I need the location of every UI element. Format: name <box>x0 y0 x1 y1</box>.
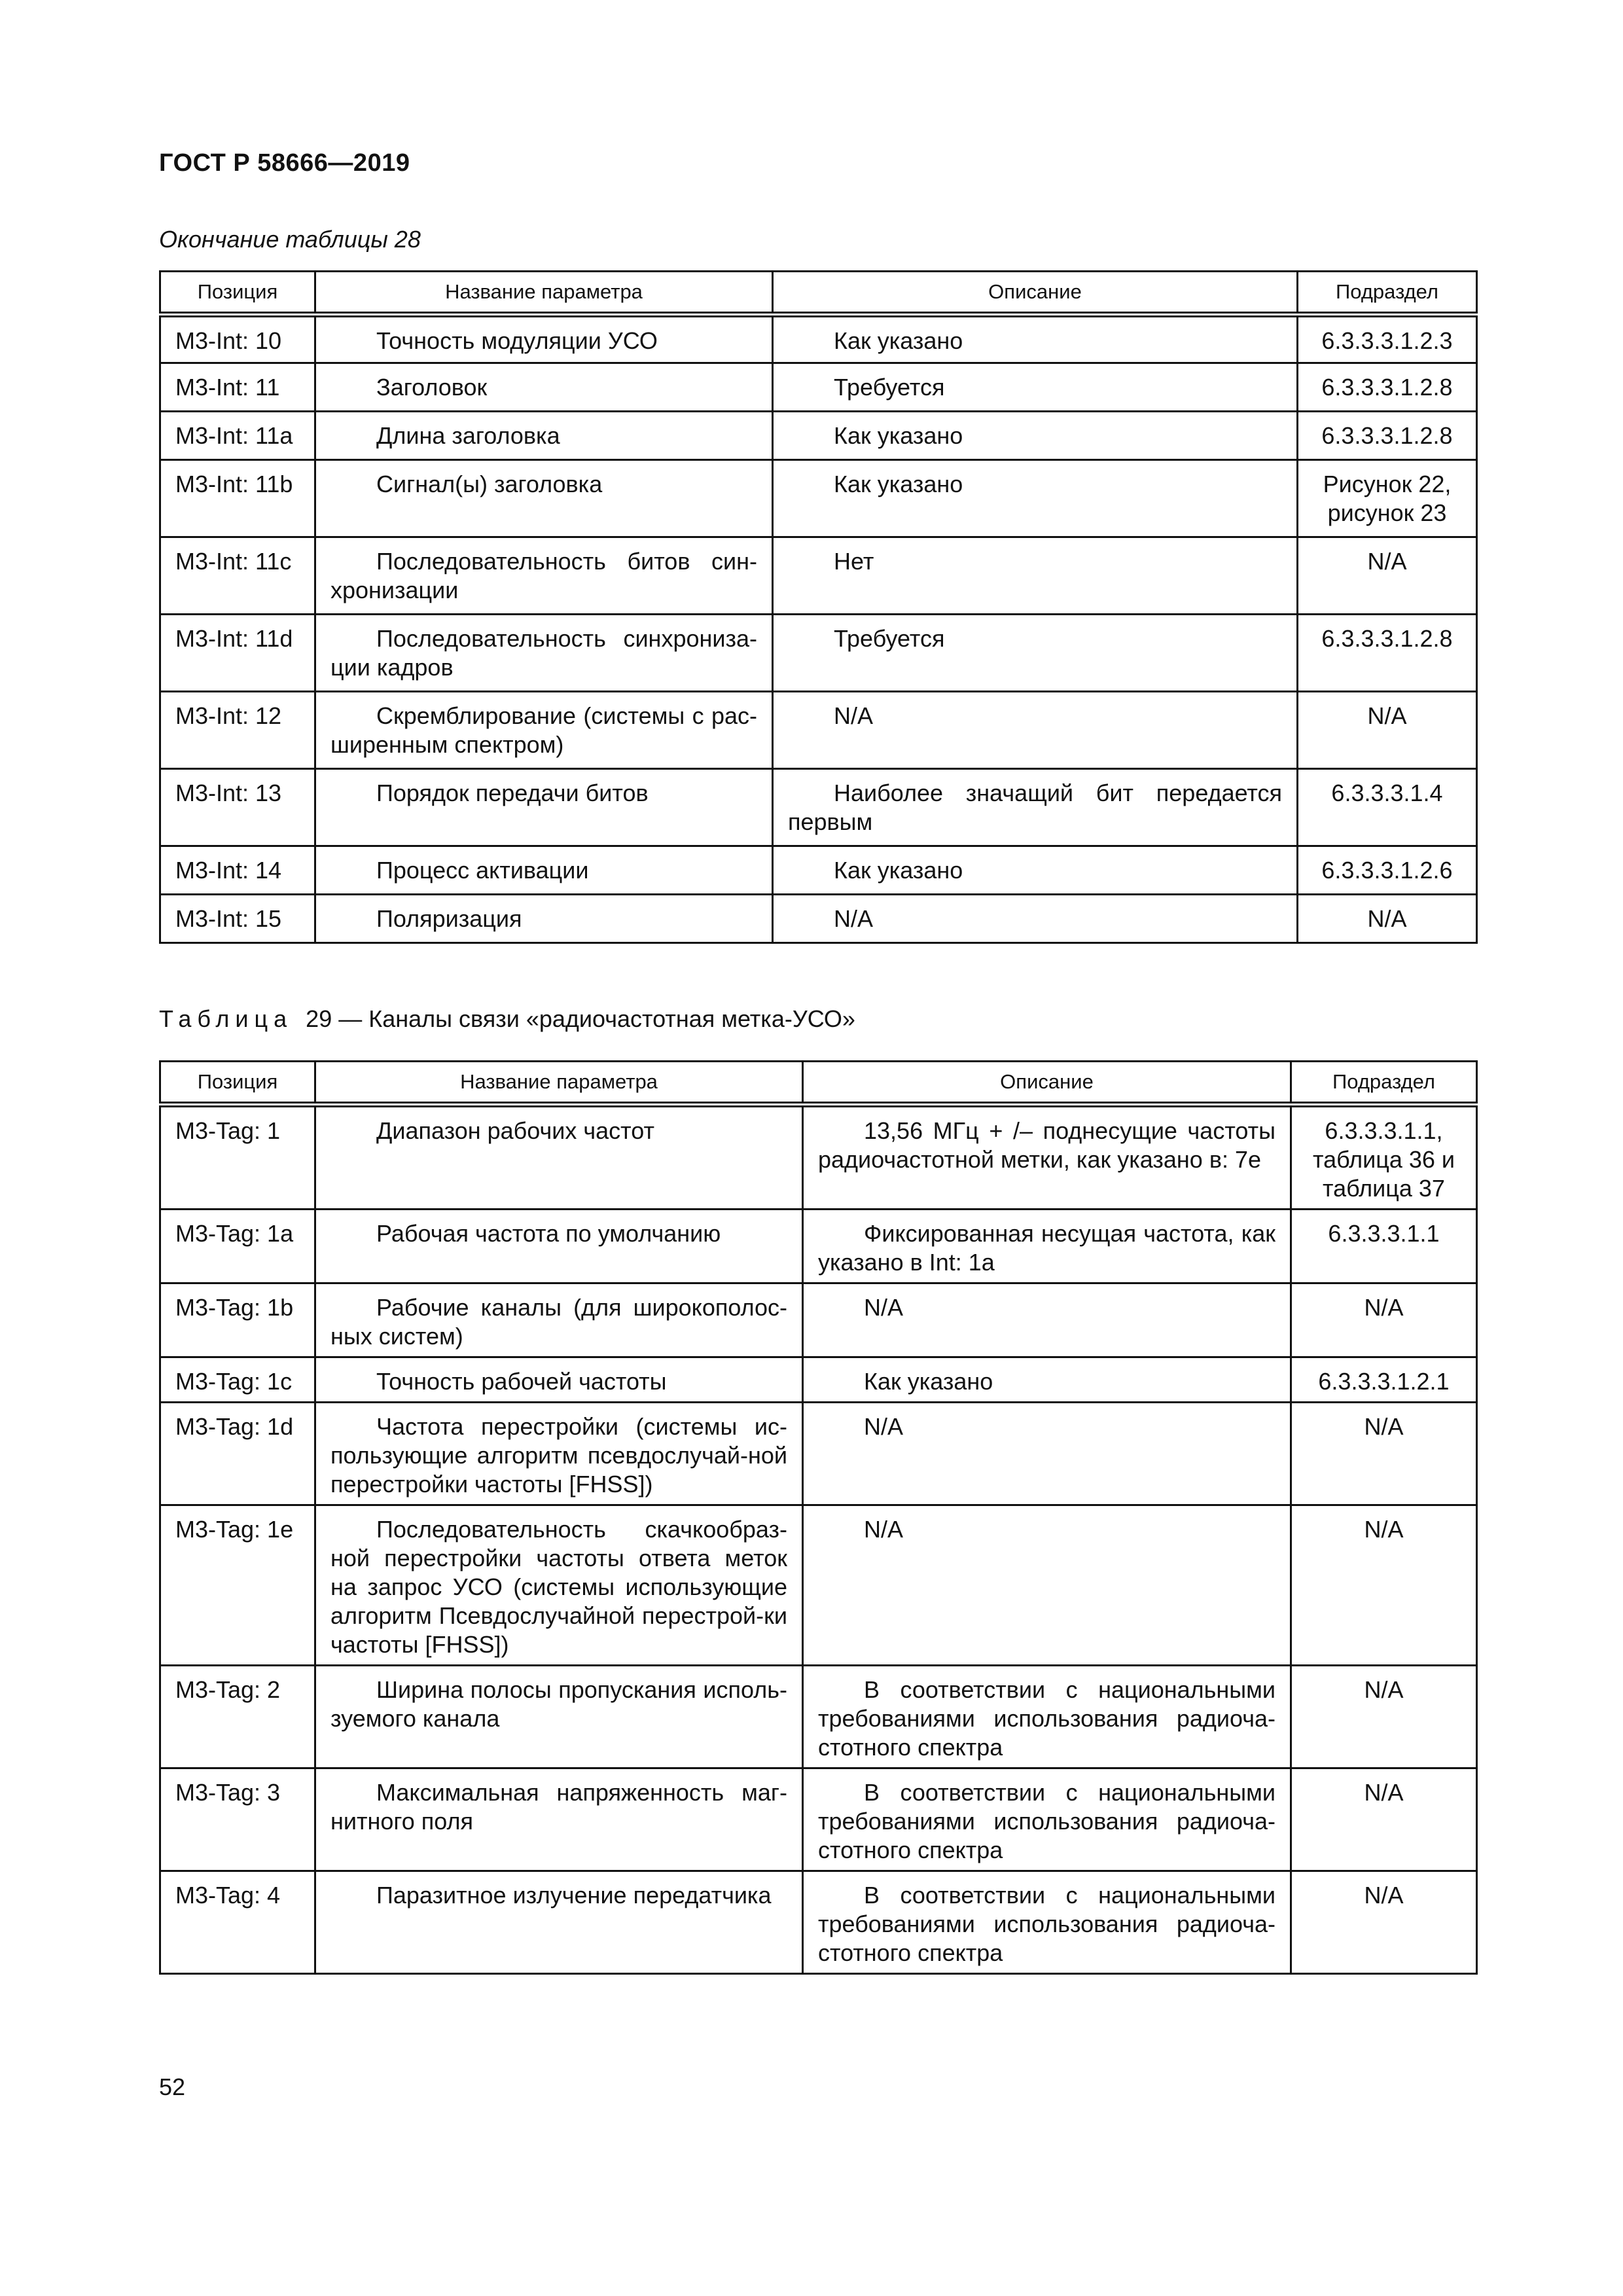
cell-position: M3-Int: 11c <box>160 537 315 615</box>
cell-description: Как указано <box>773 315 1298 363</box>
cell-description: В соответствии с национальными требованиями использования радиоча-стотного спектра <box>803 1871 1291 1974</box>
cell-position: M3-Int: 13 <box>160 769 315 846</box>
cell-position: M3-Tag: 3 <box>160 1768 315 1871</box>
cell-description: Нет <box>773 537 1298 615</box>
cell-parameter: Паразитное излучение передатчика <box>315 1871 803 1974</box>
cell-subsection: N/A <box>1291 1768 1477 1871</box>
cell-parameter: Точность модуляции УСО <box>315 315 773 363</box>
cell-description: Как указано <box>773 460 1298 537</box>
table-row <box>160 363 1477 412</box>
cell-position: M3-Int: 10 <box>160 315 315 363</box>
cell-position: M3-Tag: 1c <box>160 1357 315 1403</box>
cell-description: Как указано <box>773 412 1298 460</box>
table29 <box>159 1060 1478 1975</box>
cell-subsection: 6.3.3.3.1.2.3 <box>1298 315 1477 363</box>
cell-subsection: N/A <box>1291 1505 1477 1666</box>
cell-subsection: N/A <box>1291 1403 1477 1505</box>
cell-position: M3-Int: 12 <box>160 692 315 769</box>
table29-col-subsection: Подраздел <box>1291 1062 1477 1105</box>
table-row <box>160 846 1477 895</box>
cell-subsection: 6.3.3.3.1.4 <box>1298 769 1477 846</box>
cell-parameter: Последовательность скачкообраз-ной перестройки частоты ответа меток на запрос УСО (системы использующие алгоритм Псевдослучайной перестрой-ки частоты [FHSS]) <box>315 1505 803 1666</box>
table-row <box>160 412 1477 460</box>
cell-subsection: 6.3.3.3.1.2.8 <box>1298 363 1477 412</box>
cell-description: N/A <box>803 1403 1291 1505</box>
table29-caption-text: 29 — Каналы связи «радиочастотная метка-УСО» <box>306 1005 855 1032</box>
cell-subsection: 6.3.3.3.1.2.1 <box>1291 1357 1477 1403</box>
table-row <box>160 1666 1477 1768</box>
table29-caption-label: Таблица <box>159 1005 293 1032</box>
cell-description: 13,56 МГц + /– поднесущие частоты радиочастотной метки, как указано в: 7е <box>803 1105 1291 1210</box>
table-row <box>160 1283 1477 1357</box>
table-row <box>160 1210 1477 1283</box>
cell-position: M3-Tag: 1 <box>160 1105 315 1210</box>
cell-subsection: N/A <box>1298 895 1477 943</box>
page-number: 52 <box>159 2073 186 2100</box>
cell-subsection: N/A <box>1298 537 1477 615</box>
table29-col-parameter: Название параметра <box>315 1062 803 1105</box>
cell-position: M3-Int: 14 <box>160 846 315 895</box>
cell-description: N/A <box>773 692 1298 769</box>
cell-parameter: Максимальная напряженность маг-нитного поля <box>315 1768 803 1871</box>
cell-position: M3-Tag: 1b <box>160 1283 315 1357</box>
cell-description: В соответствии с национальными требованиями использования радиоча-стотного спектра <box>803 1768 1291 1871</box>
cell-subsection: 6.3.3.3.1.2.8 <box>1298 615 1477 692</box>
cell-subsection: N/A <box>1291 1666 1477 1768</box>
table-row <box>160 460 1477 537</box>
cell-subsection: N/A <box>1291 1283 1477 1357</box>
table-row <box>160 315 1477 363</box>
cell-parameter: Точность рабочей частоты <box>315 1357 803 1403</box>
table28-col-position: Позиция <box>160 272 315 315</box>
table-row <box>160 1105 1477 1210</box>
table29-col-description: Описание <box>803 1062 1291 1105</box>
table28 <box>159 270 1478 944</box>
table-row <box>160 1403 1477 1505</box>
cell-description: Наиболее значащий бит передается первым <box>773 769 1298 846</box>
cell-position: M3-Tag: 2 <box>160 1666 315 1768</box>
cell-parameter: Последовательность битов син-хронизации <box>315 537 773 615</box>
cell-parameter: Рабочая частота по умолчанию <box>315 1210 803 1283</box>
table29-col-position: Позиция <box>160 1062 315 1105</box>
cell-parameter: Процесс активации <box>315 846 773 895</box>
document-header-id: ГОСТ Р 58666—2019 <box>159 149 410 177</box>
cell-subsection: 6.3.3.3.1.2.6 <box>1298 846 1477 895</box>
table-row <box>160 615 1477 692</box>
cell-subsection: N/A <box>1298 692 1477 769</box>
table-row <box>160 1357 1477 1403</box>
table-row <box>160 1505 1477 1666</box>
cell-subsection: N/A <box>1291 1871 1477 1974</box>
cell-parameter: Поляризация <box>315 895 773 943</box>
cell-subsection: Рисунок 22, рисунок 23 <box>1298 460 1477 537</box>
cell-description: N/A <box>803 1283 1291 1357</box>
cell-parameter: Заголовок <box>315 363 773 412</box>
cell-description: N/A <box>773 895 1298 943</box>
cell-subsection: 6.3.3.3.1.2.8 <box>1298 412 1477 460</box>
table-row <box>160 1768 1477 1871</box>
cell-parameter: Рабочие каналы (для широкополос-ных систем) <box>315 1283 803 1357</box>
cell-parameter: Ширина полосы пропускания исполь-зуемого канала <box>315 1666 803 1768</box>
cell-parameter: Порядок передачи битов <box>315 769 773 846</box>
table-row <box>160 1871 1477 1974</box>
cell-position: M3-Int: 11 <box>160 363 315 412</box>
cell-position: M3-Int: 11a <box>160 412 315 460</box>
cell-position: M3-Int: 11b <box>160 460 315 537</box>
cell-position: M3-Tag: 4 <box>160 1871 315 1974</box>
cell-position: M3-Tag: 1a <box>160 1210 315 1283</box>
table29-caption <box>159 1005 855 1033</box>
table28-col-description: Описание <box>773 272 1298 315</box>
cell-parameter: Сигнал(ы) заголовка <box>315 460 773 537</box>
cell-position: M3-Int: 15 <box>160 895 315 943</box>
table28-col-subsection: Подраздел <box>1298 272 1477 315</box>
table29-header-row <box>160 1062 1477 1105</box>
cell-parameter: Скремблирование (системы с рас-ширенным спектром) <box>315 692 773 769</box>
table-row <box>160 895 1477 943</box>
cell-position: M3-Int: 11d <box>160 615 315 692</box>
cell-parameter: Длина заголовка <box>315 412 773 460</box>
cell-position: M3-Tag: 1d <box>160 1403 315 1505</box>
cell-subsection: 6.3.3.3.1.1 <box>1291 1210 1477 1283</box>
table28-col-parameter: Название параметра <box>315 272 773 315</box>
cell-description: В соответствии с национальными требованиями использования радиоча-стотного спектра <box>803 1666 1291 1768</box>
cell-parameter: Частота перестройки (системы ис-пользующие алгоритм псевдослучай-ной перестройки частоты [FHSS]) <box>315 1403 803 1505</box>
table28-header-row <box>160 272 1477 315</box>
cell-description: Как указано <box>773 846 1298 895</box>
cell-description: N/A <box>803 1505 1291 1666</box>
cell-parameter: Последовательность синхрониза-ции кадров <box>315 615 773 692</box>
cell-subsection: 6.3.3.3.1.1, таблица 36 и таблица 37 <box>1291 1105 1477 1210</box>
table28-caption: Окончание таблицы 28 <box>159 226 421 253</box>
cell-description: Как указано <box>803 1357 1291 1403</box>
cell-parameter: Диапазон рабочих частот <box>315 1105 803 1210</box>
cell-description: Фиксированная несущая частота, как указано в Int: 1a <box>803 1210 1291 1283</box>
table-row <box>160 692 1477 769</box>
cell-position: M3-Tag: 1e <box>160 1505 315 1666</box>
cell-description: Требуется <box>773 615 1298 692</box>
table-row <box>160 769 1477 846</box>
table-row <box>160 537 1477 615</box>
cell-description: Требуется <box>773 363 1298 412</box>
